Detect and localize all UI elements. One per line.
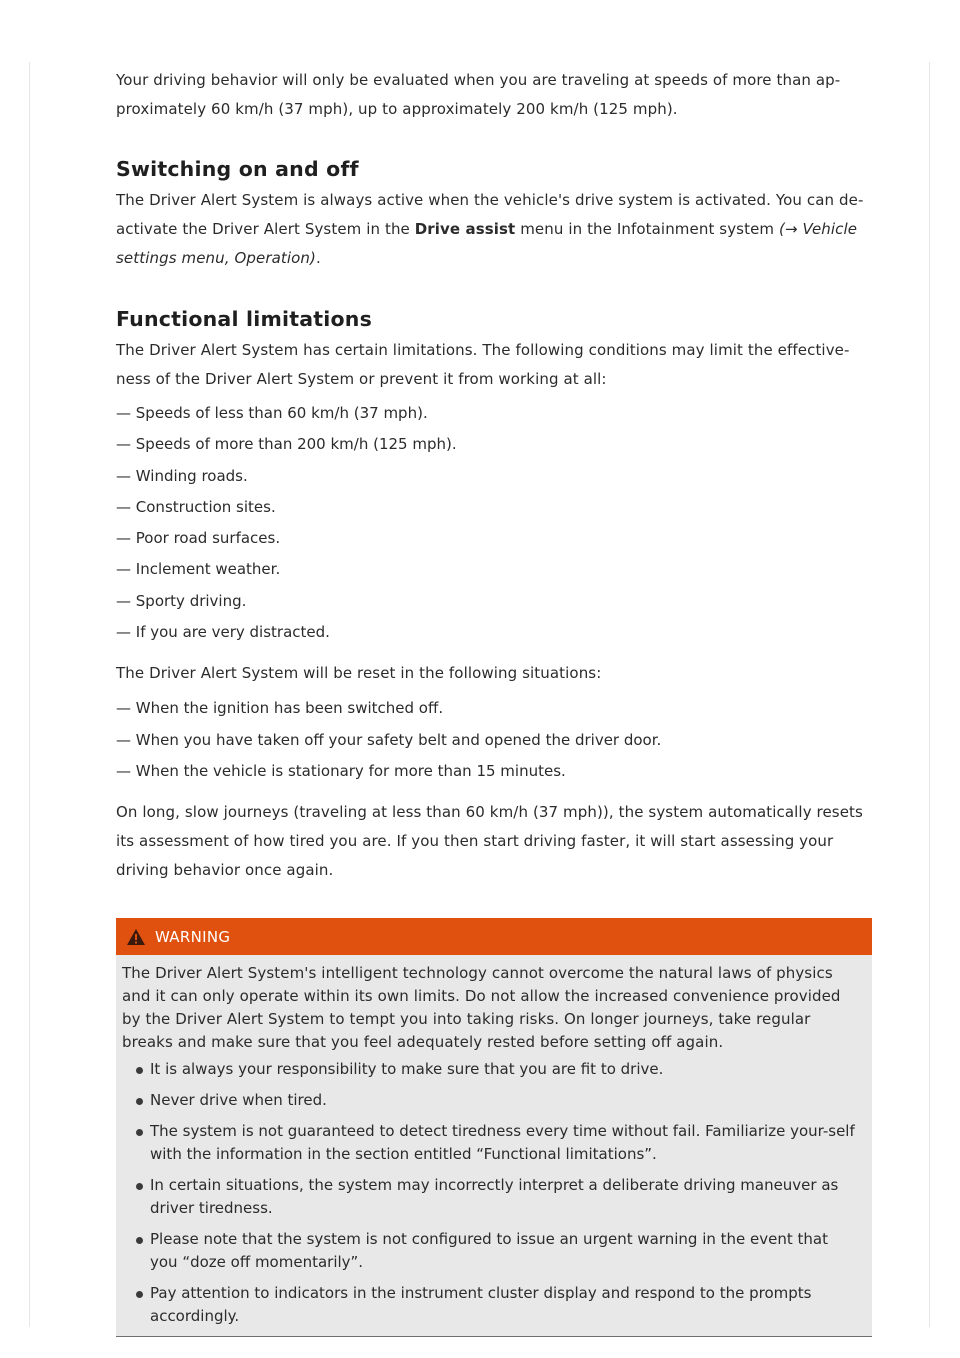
list-item: The system is not guaranteed to detect tiredness every time without fail. Familiarize your-self with the information in the section entitled “Functional limitations”.	[126, 1120, 858, 1166]
warning-triangle-icon	[126, 928, 146, 946]
switching-text-after: .	[315, 249, 321, 267]
reset-intro: The Driver Alert System will be reset in the following situations:	[116, 664, 602, 683]
list-item: — Speeds of less than 60 km/h (37 mph).	[116, 398, 874, 429]
bullet-icon	[136, 1098, 143, 1105]
evaluation-paragraph: Your driving behavior will only be evaluated when you are traveling at speeds of more than ap-proximately 60 km/h (37 mph), up to approximately 200 km/h (125 mph).	[116, 71, 841, 118]
functional-limitations-heading: Functional limitations	[116, 307, 373, 331]
drive-assist-menu-label: Drive assist	[414, 220, 516, 238]
warning-header	[116, 918, 872, 955]
limitations-list	[116, 398, 874, 648]
list-item: — Construction sites.	[116, 492, 874, 523]
list-item: — When you have taken off your safety belt and opened the driver door.	[116, 725, 874, 756]
list-item: Please note that the system is not configured to issue an urgent warning in the event that you “doze off momentarily”.	[126, 1228, 858, 1274]
switching-text-middle: menu in the Infotainment system	[515, 220, 779, 238]
switching-paragraph	[116, 186, 874, 273]
list-item: Pay attention to indicators in the instrument cluster display and respond to the prompts accordingly.	[126, 1282, 858, 1328]
list-item: — Speeds of more than 200 km/h (125 mph).	[116, 429, 874, 460]
page-content	[116, 66, 874, 885]
left-margin-rule	[29, 62, 30, 1327]
list-item: It is always your responsibility to make sure that you are fit to drive.	[126, 1058, 858, 1081]
reset-list	[116, 693, 874, 787]
switching-text-before: The Driver Alert System is always active when the vehicle's drive system is activated. You can de-activate the Driver Alert System in the	[116, 191, 864, 238]
list-item: — Winding roads.	[116, 461, 874, 492]
limitations-intro: The Driver Alert System has certain limitations. The following conditions may limit the effective-ness of the Driver Alert System or prevent it from working at all:	[116, 341, 850, 388]
warning-box	[116, 918, 872, 1337]
warning-body	[116, 955, 872, 1336]
right-margin-rule	[929, 62, 930, 1327]
bullet-icon	[136, 1237, 143, 1244]
list-item: — When the ignition has been switched off.	[116, 693, 874, 724]
bullet-icon	[136, 1067, 143, 1074]
warning-text: The Driver Alert System's intelligent technology cannot overcome the natural laws of physics and it can only operate within its own limits. Do not allow the increased convenience provided by the Driver Alert System to tempt you into taking risks. On longer journeys, take regular breaks and make sure that you feel adequately rested before setting off again.	[122, 964, 841, 1051]
bullet-icon	[136, 1291, 143, 1298]
list-item: — When the vehicle is stationary for more than 15 minutes.	[116, 756, 874, 787]
bullet-icon	[136, 1183, 143, 1190]
list-item: — If you are very distracted.	[116, 617, 874, 648]
list-item: — Sporty driving.	[116, 586, 874, 617]
bullet-icon	[136, 1129, 143, 1136]
warning-list	[122, 1058, 858, 1328]
list-item: In certain situations, the system may incorrectly interpret a deliberate driving maneuver as driver tiredness.	[126, 1174, 858, 1220]
list-item: — Poor road surfaces.	[116, 523, 874, 554]
switching-heading: Switching on and off	[116, 157, 359, 181]
long-journeys-paragraph: On long, slow journeys (traveling at less than 60 km/h (37 mph)), the system automatically resets its assessment of how tired you are. If you then start driving faster, it will start assessing your driving behavior once again.	[116, 803, 863, 880]
vehicle-settings-reference: (→ Vehicle settings menu, Operation)	[116, 220, 858, 267]
warning-title: WARNING	[155, 927, 231, 946]
list-item: Never drive when tired.	[126, 1089, 858, 1112]
list-item: — Inclement weather.	[116, 554, 874, 585]
